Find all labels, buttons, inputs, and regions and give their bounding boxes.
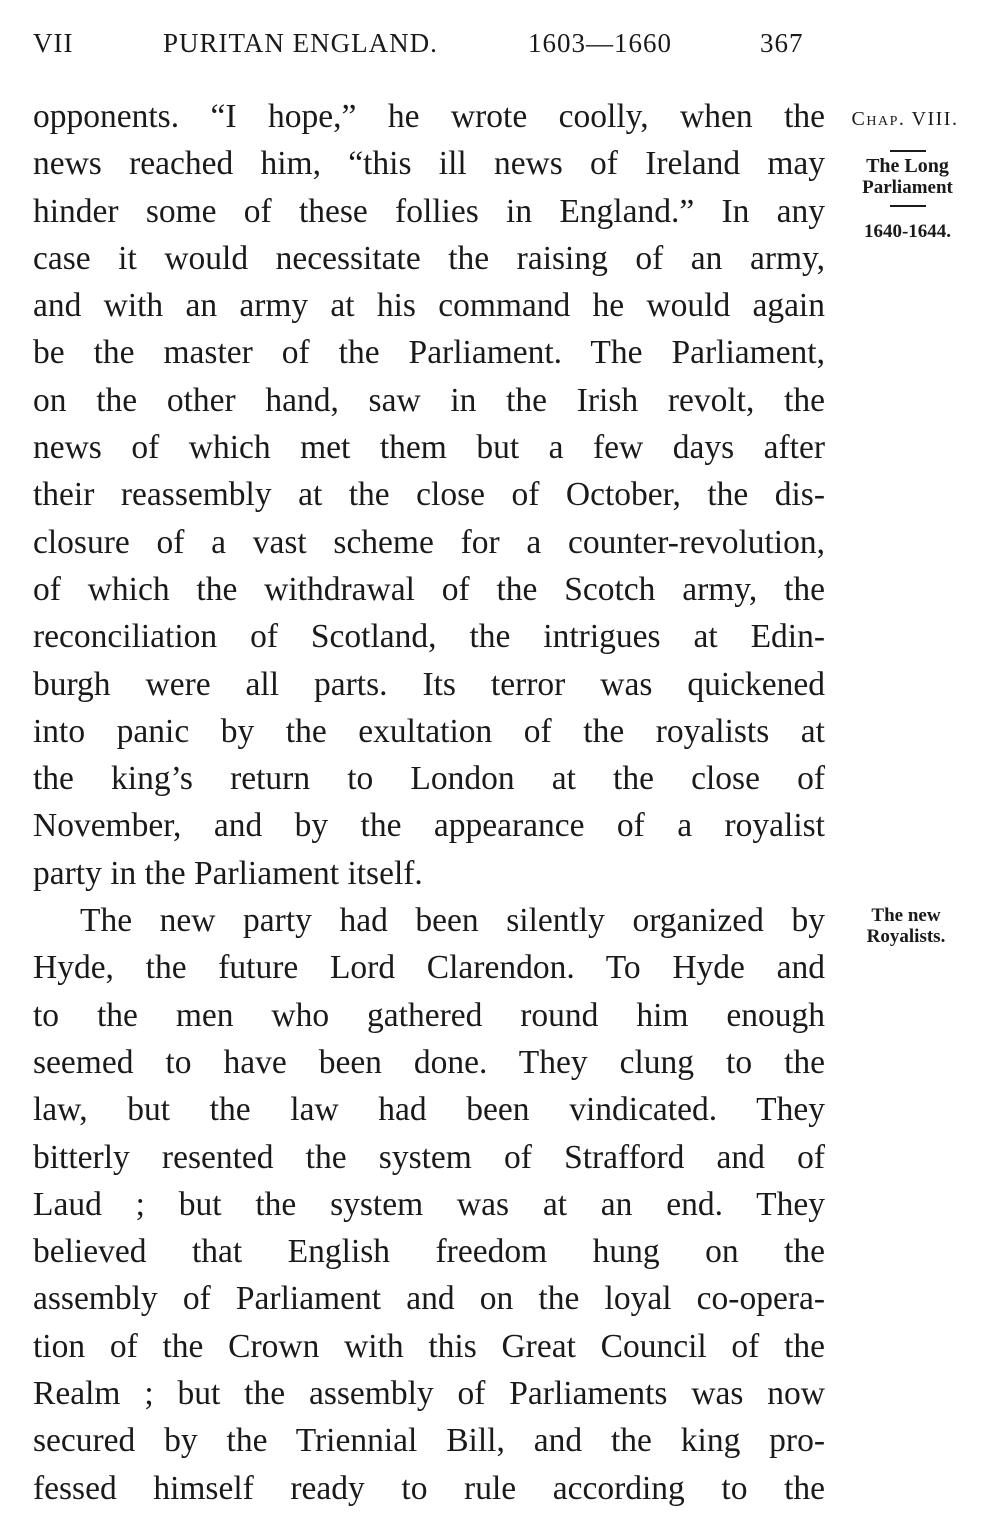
text-line: reconciliation of Scotland, the intrigues at Edin- [33,618,825,656]
text-line: tion of the Crown with this Great Council of the [33,1327,825,1365]
text-line: November, and by the appearance of a royalist [33,807,825,845]
text-line: Hyde, the future Lord Clarendon. To Hyde and [33,949,825,987]
header-dates: 1603—1660 [528,28,672,58]
text-line: closure of a vast scheme for a counter-revolution, [33,523,825,561]
text-line: to the men who gathered round him enough [33,996,825,1034]
text-line: on the other hand, saw in the Irish revolt, the [33,381,825,419]
text-line: burgh were all parts. Its terror was quickened [33,665,825,703]
text-line: believed that English freedom hung on the [33,1233,825,1271]
text-line: Laud ; but the system was at an end. They [33,1185,825,1223]
text-line: and with an army at his command he would again [33,287,825,325]
text-line: fessed himself ready to rule according to the [33,1469,825,1507]
text-line: of which the withdrawal of the Scotch army, the [33,570,825,608]
sidenote-rule [890,150,926,152]
text-line: party in the Parliament itself. [33,854,423,892]
text-line: Realm ; but the assembly of Parliaments was now [33,1375,825,1413]
sidenote-chapter-label: Chap. VIII. [851,108,959,130]
sidenote-section1-dates: 1640-1644. [863,221,952,242]
sidenote-section1-subtitle: Parliament [862,177,953,198]
sidenote-new-royalists [840,905,972,947]
text-line: be the master of the Parliament. The Parliament, [33,334,825,372]
text-line: bitterly resented the system of Strafford and of [33,1138,825,1176]
text-line: hinder some of these follies in England.” In any [33,192,825,230]
text-line: into panic by the exultation of the royalists at [33,712,825,750]
sidenote-section2-line1: The new [871,905,941,926]
sidenote-section1-title: The Long [866,155,949,177]
header-title: PURITAN ENGLAND. [163,28,438,58]
text-line: news reached him, “this ill news of Ireland may [33,145,825,183]
text-line: The new party had been silently organized by [80,902,825,940]
text-line: case it would necessitate the raising of an army, [33,239,825,277]
text-line: assembly of Parliament and on the loyal co-opera- [33,1280,825,1318]
sidenote-long-parliament [835,150,980,243]
sidenote-rule [890,205,926,207]
page-number: 367 [760,28,804,58]
header-chapter: VII [33,28,74,58]
text-line: opponents. “I hope,” he wrote coolly, when the [33,98,825,135]
sidenote-section2-line2: Royalists. [866,926,946,947]
text-line: news of which met them but a few days after [33,429,825,467]
text-line: their reassembly at the close of October, the dis- [33,476,825,514]
text-line: secured by the Triennial Bill, and the king pro- [33,1422,825,1460]
running-header [0,22,1000,62]
text-line: law, but the law had been vindicated. They [33,1091,825,1129]
text-line: the king’s return to London at the close of [33,760,825,798]
sidenote-chapter [830,108,980,131]
body-text [33,93,825,1512]
text-line: seemed to have been done. They clung to the [33,1043,825,1081]
